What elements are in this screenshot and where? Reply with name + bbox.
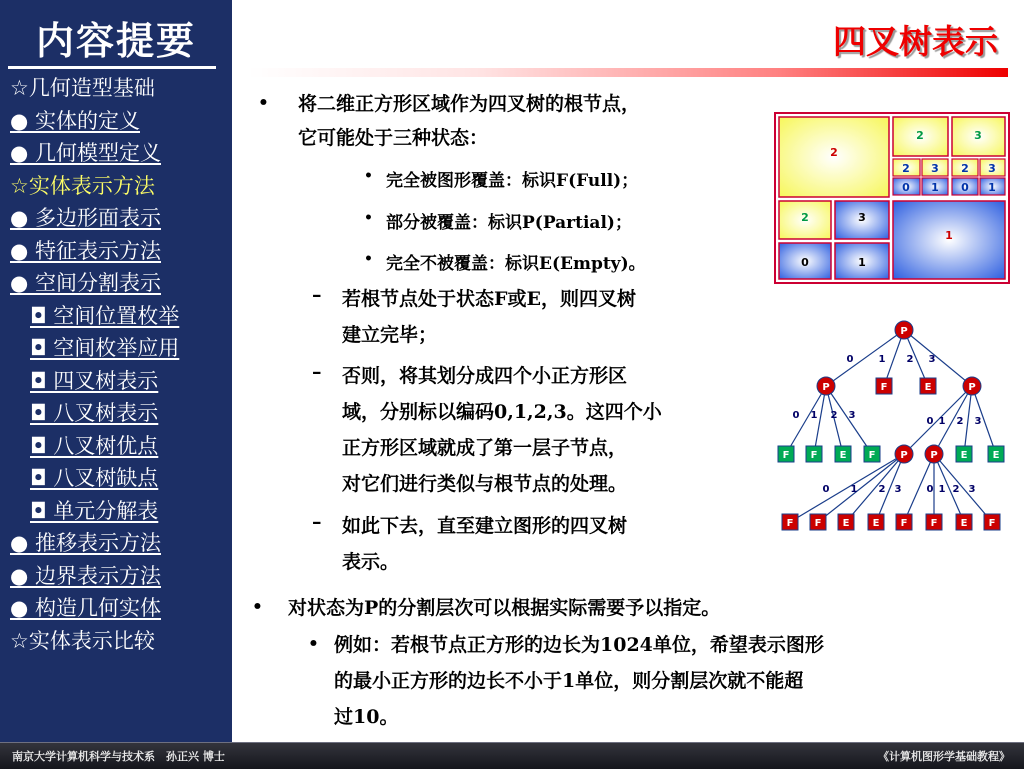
tree-edge-label: 3 <box>928 354 936 365</box>
tree-node <box>876 378 892 394</box>
sidebar-item[interactable]: ● 边界表示方法 <box>10 563 161 588</box>
tree-node <box>835 446 851 462</box>
svg-text:F: F <box>868 450 876 461</box>
tree-edge <box>818 454 904 522</box>
tree-node <box>926 514 942 530</box>
tree-edge-label: 2 <box>830 410 838 421</box>
text-line: 例如：若根节点正方形的边长为1024单位，希望表示图形 <box>334 634 824 656</box>
bullet-icon: • <box>308 634 319 654</box>
tree-node <box>956 514 972 530</box>
text-line: 完全不被覆盖：标识E(Empty)。 <box>386 254 646 274</box>
bullet-icon: • <box>364 168 373 184</box>
tree-node <box>868 514 884 530</box>
tree-node <box>895 445 913 463</box>
svg-text:E: E <box>992 450 1000 461</box>
footer-bar <box>0 742 1024 769</box>
bullet-icon: • <box>364 210 373 226</box>
region-label: 3 <box>931 162 939 175</box>
text-line: 完全被图形覆盖：标识F(Full)； <box>386 171 639 191</box>
tree-edge-label: 2 <box>906 354 914 365</box>
sidebar-item[interactable]: ● 推移表示方法 <box>10 531 161 555</box>
text-line: 部分被覆盖：标识P(Partial)； <box>386 213 632 233</box>
sidebar-item[interactable]: ◘ 八叉树优点 <box>30 433 159 458</box>
sidebar-item[interactable]: ● 空间分割表示 <box>10 271 161 295</box>
sidebar-item[interactable]: ◘ 八叉树缺点 <box>30 466 159 490</box>
sidebar-item[interactable]: ● 几何模型定义 <box>10 141 161 165</box>
tree-node <box>963 377 981 395</box>
svg-text:P: P <box>968 382 976 393</box>
svg-text:E: E <box>872 518 880 529</box>
tree-node <box>988 446 1004 462</box>
svg-text:P: P <box>900 450 908 461</box>
sidebar-item[interactable]: ◘ 四叉树表示 <box>30 368 159 393</box>
sidebar-item[interactable]: ◘ 单元分解表 <box>30 498 159 523</box>
svg-text:F: F <box>786 518 794 529</box>
tree-node <box>838 514 854 530</box>
region-label: 2 <box>830 146 838 159</box>
svg-text:F: F <box>900 518 908 529</box>
svg-text:E: E <box>924 382 932 393</box>
bullet-icon: • <box>252 597 263 617</box>
tree-edge-label: 3 <box>848 410 856 421</box>
sidebar-item[interactable]: ☆几何造型基础 <box>10 76 155 100</box>
tree-edge-label: 0 <box>926 484 934 495</box>
svg-text:F: F <box>814 518 822 529</box>
tree-edge <box>790 454 904 522</box>
dash-icon: – <box>312 361 322 383</box>
region-label: 2 <box>801 211 809 224</box>
svg-text:F: F <box>880 382 888 393</box>
text-line: 的最小正方形的边长不小于1单位，则分割层次就不能超 <box>334 670 804 692</box>
sidebar-item[interactable]: ◘ 空间枚举应用 <box>30 336 180 360</box>
tree-edge-label: 3 <box>894 484 902 495</box>
text-line: 正方形区域就成了第一层子节点， <box>342 437 628 459</box>
svg-text:E: E <box>842 518 850 529</box>
text-line: 对它们进行类似与根节点的处理。 <box>342 473 628 495</box>
text-line: 将二维正方形区域作为四叉树的根节点， <box>298 93 641 115</box>
svg-text:F: F <box>988 518 996 529</box>
dash-icon: – <box>312 511 322 533</box>
region-label: 1 <box>945 229 953 242</box>
text-line: 域，分别标以编码0,1,2,3。这四个小 <box>342 401 662 423</box>
tree-edge-label: 0 <box>792 410 800 421</box>
tree-edge-label: 0 <box>822 484 830 495</box>
region-label: 0 <box>801 256 809 269</box>
tree-edge-label: 1 <box>850 484 858 495</box>
tree-node <box>817 377 835 395</box>
region-label: 1 <box>931 181 939 194</box>
text-line: 如此下去，直至建立图形的四叉树 <box>342 515 628 537</box>
sidebar-item[interactable]: ● 构造几何实体 <box>10 596 161 620</box>
tree-edge <box>904 330 972 386</box>
text-line: 若根节点处于状态F或E，则四叉树 <box>342 288 636 310</box>
tree-edge-label: 1 <box>938 416 946 427</box>
tree-edge-label: 0 <box>926 416 934 427</box>
tree-node <box>956 446 972 462</box>
tree-node <box>864 446 880 462</box>
text-line: 对状态为P的分割层次可以根据实际需要予以指定。 <box>288 597 721 619</box>
text-line: 否则，将其划分成四个小正方形区 <box>342 365 628 387</box>
sidebar <box>0 0 232 742</box>
region-label: 3 <box>974 129 982 142</box>
region-label: 1 <box>858 256 866 269</box>
region-label: 2 <box>902 162 910 175</box>
page-title: 四叉树表示 <box>833 22 998 61</box>
quadtree-tree-diagram <box>770 316 1014 538</box>
svg-text:E: E <box>839 450 847 461</box>
sidebar-item[interactable]: ◘ 空间位置枚举 <box>30 303 180 328</box>
tree-edge-label: 2 <box>878 484 886 495</box>
region-label: 0 <box>902 181 910 194</box>
bullet-icon: • <box>364 251 373 267</box>
sidebar-item[interactable]: ● 多边形面表示 <box>10 206 161 230</box>
text-line: 建立完毕； <box>342 324 438 346</box>
text-line: 过10。 <box>334 706 399 728</box>
text-line: 它可能处于三种状态： <box>298 127 489 149</box>
tree-edge-label: 3 <box>974 416 982 427</box>
footer-author: 南京大学计算机科学与技术系 孙正兴 博士 <box>12 750 225 763</box>
svg-text:P: P <box>900 326 908 337</box>
svg-text:E: E <box>960 450 968 461</box>
region-label: 3 <box>988 162 996 175</box>
sidebar-item[interactable]: ◘ 八叉树表示 <box>30 401 159 425</box>
svg-text:E: E <box>960 518 968 529</box>
tree-edge <box>964 386 972 454</box>
sidebar-nav <box>10 72 179 657</box>
sidebar-item[interactable]: ● 实体的定义 <box>10 108 140 133</box>
region-label: 2 <box>916 129 924 142</box>
sidebar-item[interactable]: ● 特征表示方法 <box>10 238 161 263</box>
tree-node <box>810 514 826 530</box>
sidebar-title: 内容提要 <box>36 19 197 63</box>
footer-book-title: 《计算机图形学基础教程》 <box>878 750 1010 763</box>
tree-edge-label: 0 <box>846 354 854 365</box>
tree-node <box>896 514 912 530</box>
text-line: 表示。 <box>342 551 400 573</box>
tree-edge-label: 1 <box>938 484 946 495</box>
region-label: 1 <box>988 181 996 194</box>
svg-text:F: F <box>930 518 938 529</box>
quadtree-region-diagram <box>774 112 1010 284</box>
tree-edge-label: 1 <box>878 354 886 365</box>
tree-edge-label: 1 <box>810 410 818 421</box>
tree-node <box>925 445 943 463</box>
tree-node <box>984 514 1000 530</box>
tree-node <box>806 446 822 462</box>
tree-node <box>782 514 798 530</box>
tree-edge-label: 2 <box>952 484 960 495</box>
tree-node <box>920 378 936 394</box>
region-label: 2 <box>961 162 969 175</box>
region-label: 0 <box>961 181 969 194</box>
tree-node <box>778 446 794 462</box>
sidebar-divider <box>8 66 216 69</box>
region-label: 3 <box>858 211 866 224</box>
bullet-icon: • <box>258 93 269 113</box>
tree-edge-label: 2 <box>956 416 964 427</box>
svg-text:P: P <box>822 382 830 393</box>
tree-edge-label: 3 <box>968 484 976 495</box>
sidebar-item[interactable]: ☆实体表示比较 <box>10 628 155 653</box>
svg-text:F: F <box>782 450 790 461</box>
svg-text:F: F <box>810 450 818 461</box>
dash-icon: – <box>312 284 322 306</box>
tree-node <box>895 321 913 339</box>
sidebar-item[interactable]: ☆实体表示方法 <box>10 173 155 198</box>
svg-text:P: P <box>930 450 938 461</box>
title-underline-bar <box>248 68 1008 77</box>
